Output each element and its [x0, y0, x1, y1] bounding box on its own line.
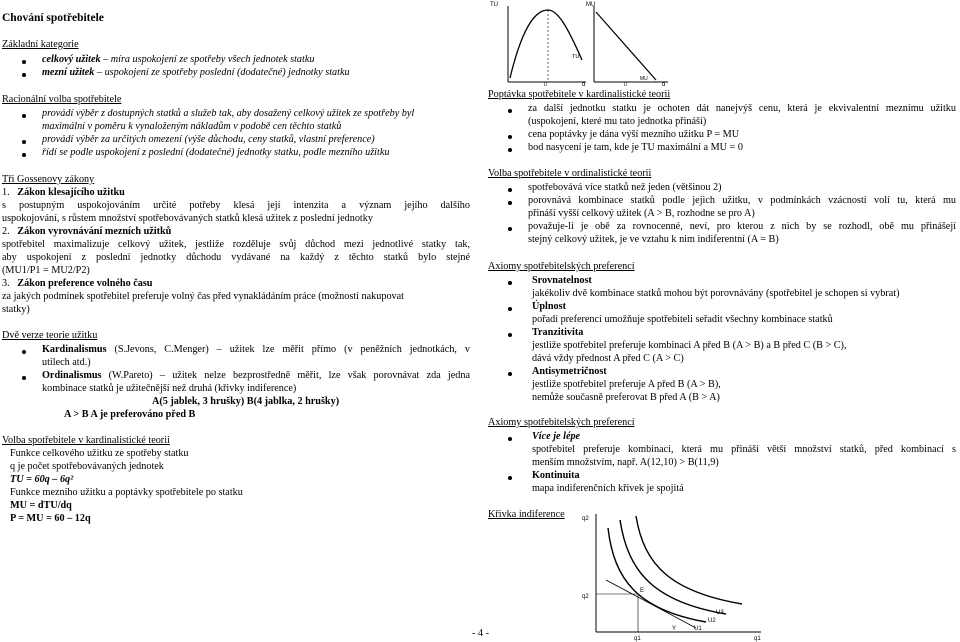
list-item-ordinalism: Ordinalismus (W.Pareto) – užitek nelze bezprostředně měřit, lze však porovnávat zda jedna: [42, 370, 470, 381]
law-2-formula: (MU1/P1 = MU2/P2): [2, 265, 90, 276]
bullet-icon: [508, 281, 512, 285]
bullet-icon: [508, 188, 512, 192]
bullet-icon: [508, 476, 512, 480]
q1-axis-label: q1: [754, 636, 761, 642]
bullet-icon: [508, 437, 512, 441]
bullet-icon: [508, 307, 512, 311]
u1-label: U3: [716, 610, 724, 616]
list-item-continuation: utilech atd.): [42, 357, 91, 368]
list-item: bod nasycení je tam, kde je TU maximální a MU = 0: [528, 142, 743, 153]
bullet-icon: [22, 350, 26, 354]
q2-value-label: q2: [582, 594, 589, 600]
axiom-text: spotřebitel preferuje kombinaci, která mu přináší větší množství statků, před kombinací s: [532, 444, 956, 455]
axiom-text: nemůže současně preferovat B před A (B > A): [532, 392, 720, 403]
bullet-icon: [508, 372, 512, 376]
list-item: cena poptávky je dána výší mezního užitku P = MU: [528, 129, 740, 140]
heading-ordinal-choice: Volba spotřebitele v ordinalistické teorii: [488, 168, 652, 179]
bullet-icon: [22, 114, 26, 118]
tu-mu-graphs: [486, 0, 670, 86]
u3-label: U1: [694, 626, 702, 632]
law-1-text: uspokojování, s růstem množství spotřebovávaných statků klesá užitek z poslední jednotky: [2, 213, 373, 224]
axiom-title: Antisymetričnost: [532, 366, 607, 377]
mu-line: [596, 12, 656, 80]
bullet-icon: [22, 73, 26, 77]
formula-tu: TU = 60q – 6q²: [10, 474, 74, 485]
example-combinations: A(5 jablek, 3 hrušky) B(4 jablka, 2 hrušky): [152, 396, 340, 407]
indifference-curve-u2: [620, 520, 726, 614]
budget-line: [606, 580, 696, 628]
law-3-heading: 3. Zákon preference volného času: [2, 278, 153, 289]
list-item: řídí se podle uspokojení z poslední (dodatečné) jednotky statku, podle mezního užitku: [42, 147, 390, 158]
list-item: spotřebovává více statků než jeden (většinou 2): [528, 182, 722, 193]
bullet-icon: [22, 153, 26, 157]
law-3-text: za jakých podmínek spotřebitel preferuje volný čas před vynakládáním práce (možností nakupovat: [2, 291, 404, 302]
y-label: Y: [672, 626, 677, 632]
axiom-text: dává vždy přednost A před C (A > C): [532, 353, 684, 364]
zero-label: 0: [624, 82, 627, 86]
heading-axioms-2: Axiomy spotřebitelských preferencí: [488, 417, 635, 428]
indifference-curve-u3: [636, 516, 742, 604]
list-item: provádí výběr za určitých omezení (výše důchodu, ceny statků, vlastní preference): [42, 134, 375, 145]
list-item: celkový užitek – míra uspokojení ze spotřeby všech jednotek statku: [42, 54, 315, 65]
tu-curve: [510, 10, 582, 78]
heading-basic-categories: Základní kategorie: [2, 39, 79, 50]
axiom-title: Kontinuita: [532, 470, 580, 481]
indifference-curve-graph: [576, 510, 766, 642]
list-item-continuation: (uspokojení, které mu tato jednotka přináší): [528, 116, 707, 127]
law-2-text: spotřebitel maximalizuje celkový užitek, jestliže rozděluje svůj důchod mezi jednotlivé statky tak,: [2, 239, 470, 250]
bullet-icon: [508, 109, 512, 113]
law-3-text: statky): [2, 304, 30, 315]
heading-indifference-curve: Křivka indiference: [488, 509, 565, 520]
axiom-text: mapa indiferenčních křivek je spojitá: [532, 483, 684, 494]
bullet-icon: [22, 140, 26, 144]
heading-rational-choice: Racionální volba spotřebitele: [2, 94, 122, 105]
indifference-curve-u1: [608, 528, 706, 622]
text-line: Funkce mezního užitku a poptávky spotřebitele po statku: [10, 487, 243, 498]
formula-p: P = MU = 60 – 12q: [10, 513, 91, 524]
heading-gossen-laws: Tři Gossenovy zákony: [2, 174, 95, 185]
q-axis-label: q: [662, 82, 666, 86]
tu-axis-label: TU: [490, 2, 498, 8]
list-item-continuation: přináší vyšší celkový užitek (A > B, rozhodne se pro A): [528, 208, 755, 219]
zero-label: 0: [544, 82, 547, 86]
q2-axis-label: q2: [582, 516, 589, 522]
list-item: provádí výběr z dostupných statků a služeb tak, aby dosažený celkový užitek ze spotřeby byl: [42, 108, 415, 119]
axiom-text: menším množstvím, např. A(12,10) > B(11,9): [532, 457, 719, 468]
axiom-title: Více je lépe: [532, 431, 581, 442]
bullet-icon: [508, 201, 512, 205]
heading-cardinal-consumer: Volba spotřebitele v kardinalistické teorii: [2, 435, 170, 446]
axiom-text: jestliže spotřebitel preferuje kombinaci A před B (A > B) a B před C (B > C),: [532, 340, 847, 351]
text-line: q je počet spotřebovávaných jednotek: [10, 461, 164, 472]
tu-curve-label: TU: [572, 54, 580, 60]
list-item-continuation: maximální v poměru k vynaloženým nákladům v podobě cen těchto statků: [42, 121, 342, 132]
example-preference: A > B A je preferováno před B: [64, 409, 196, 420]
bullet-icon: [508, 333, 512, 337]
law-1-heading: 1. Zákon klesajícího užitku: [2, 187, 125, 198]
bullet-icon: [508, 227, 512, 231]
page-number: - 4 -: [472, 628, 489, 639]
axiom-text: jestliže spotřebitel preferuje A před B (A > B),: [532, 379, 721, 390]
bullet-icon: [22, 376, 26, 380]
axiom-text: jakékoliv dvě kombinace statků mohou být porovnávány (spotřebitel je schopen si vybrat): [532, 288, 900, 299]
axiom-text: pořadí preferencí umožňuje spotřebiteli seřadit všechny kombinace statků: [532, 314, 833, 325]
list-item: mezní užitek – uspokojení ze spotřeby poslední (dodatečné) jednotky statku: [42, 67, 350, 78]
point-e-label: E: [640, 588, 645, 594]
law-1-text: s postupným uspokojováním určité potřeby klesá její intenzita a význam jejího dalšího: [2, 200, 470, 211]
axiom-title: Srovnatelnost: [532, 275, 592, 286]
axiom-title: Tranzitivita: [532, 327, 584, 338]
page-title: Chování spotřebitele: [2, 12, 104, 24]
axiom-title: Úplnost: [532, 301, 566, 312]
u2-label: U2: [708, 618, 716, 624]
bullet-icon: [22, 60, 26, 64]
list-item: porovnává kombinace statků podle jejich užitku, v podmínkách vzácnosti volí tu, která mu: [528, 195, 956, 206]
formula-mu: MU = dTU/dq: [10, 500, 72, 511]
list-item: považuje-li je obě za rovnocenné, neví, pro kterou z nich by se rozhodl, obě mu přinášejí: [528, 221, 956, 232]
heading-cardinal-demand: Poptávka spotřebitele v kardinalistické teorii: [488, 89, 671, 100]
list-item-continuation: stejný celkový užitek, je ve vztahu k nim indiferentní (A = B): [528, 234, 779, 245]
list-item-continuation: kombinace statků je užitečnější než druhá (křivky indiference): [42, 383, 297, 394]
list-item: za další jednotku statku je ochoten dát nanejvýš cenu, která je ekvivalentní meznímu užitku: [528, 103, 956, 114]
heading-axioms: Axiomy spotřebitelských preferencí: [488, 261, 635, 272]
law-2-text: aby uspokojení z poslední jednotky důchodu vydávané na každý z těchto statků bylo stejné: [2, 252, 470, 263]
text-line: Funkce celkového užitku ze spotřeby statku: [10, 448, 189, 459]
law-2-heading: 2. Zákon vyrovnávání mezních užitků: [2, 226, 172, 237]
list-item-cardinalism: Kardinalismus (S.Jevons, C.Menger) – užitek lze měřit přímo (v peněžních jednotkách, v: [42, 344, 470, 355]
mu-curve-label: MU: [640, 76, 648, 82]
heading-two-versions: Dvě verze teorie užitku: [2, 330, 98, 341]
bullet-icon: [508, 135, 512, 139]
q-axis-label: q: [582, 82, 586, 86]
bullet-icon: [508, 148, 512, 152]
mu-axis-label: MU: [586, 2, 596, 8]
q1-value-label: q1: [634, 636, 641, 642]
